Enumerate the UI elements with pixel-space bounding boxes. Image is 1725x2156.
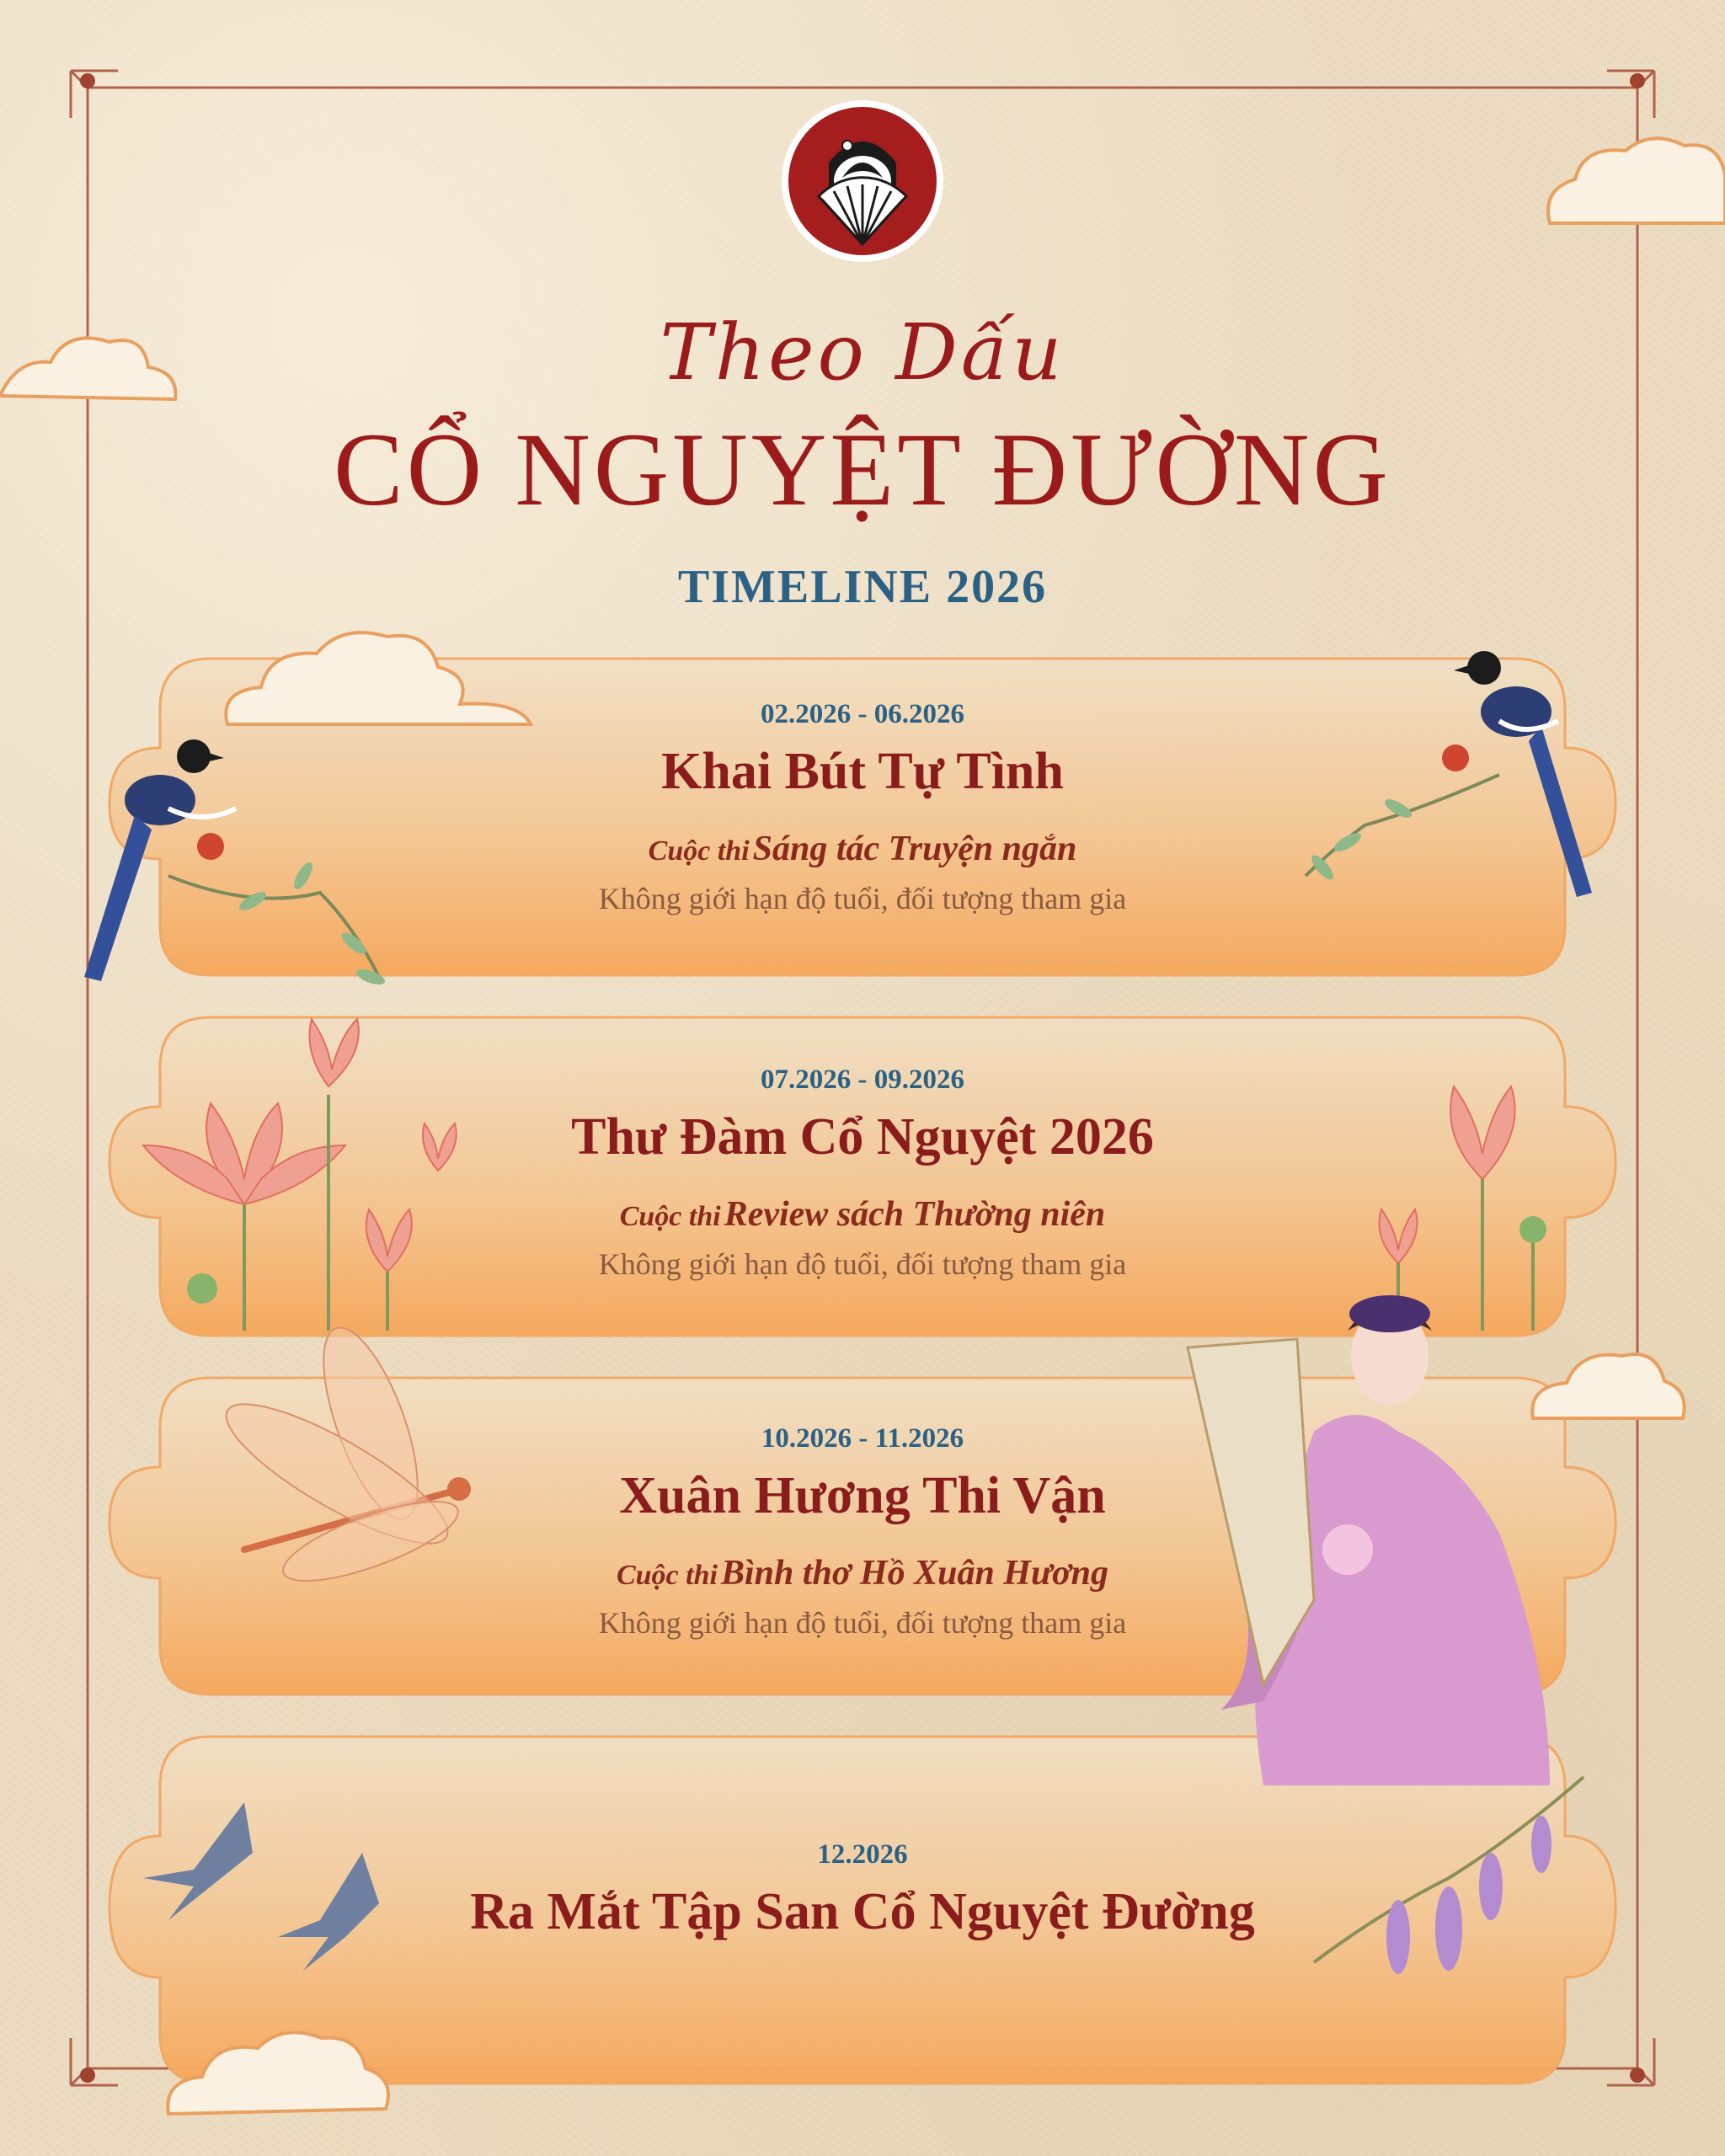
event-description: Không giới hạn độ tuổi, đối tượng tham gia: [598, 1247, 1127, 1281]
event-title: Thư Đàm Cổ Nguyệt 2026: [571, 1108, 1154, 1166]
event-contest: [168, 1551, 1557, 1603]
event-date: 07.2026 - 09.2026: [761, 1065, 964, 1095]
main-title: CỔ NGUYỆT ĐƯỜNG: [333, 412, 1392, 527]
event-date: 02.2026 - 06.2026: [761, 699, 964, 729]
event-description: Không giới hạn độ tuổi, đối tượng tham gia: [598, 882, 1127, 915]
event-date: 10.2026 - 11.2026: [761, 1423, 964, 1454]
script-title: Theo Dấu: [660, 307, 1065, 398]
contest-name: Bình thơ Hồ Xuân Hương: [720, 1554, 1109, 1593]
event-card-1: [168, 697, 1557, 919]
event-card-2: [168, 1063, 1557, 1284]
event-contest: [168, 1193, 1557, 1244]
event-title: Xuân Hương Thi Vận: [619, 1467, 1106, 1524]
contest-prefix: Cuộc thi: [616, 1560, 718, 1591]
event-title: Ra Mắt Tập San Cổ Nguyệt Đường: [470, 1883, 1255, 1940]
contest-name: Sáng tác Truyện ngắn: [752, 830, 1077, 868]
event-card-3: [168, 1422, 1557, 1643]
event-card-4: [168, 1838, 1557, 1945]
event-date: 12.2026: [817, 1839, 908, 1870]
contest-prefix: Cuộc thi: [619, 1201, 721, 1232]
event-description: Không giới hạn độ tuổi, đối tượng tham gia: [598, 1606, 1127, 1640]
contest-name: Review sách Thường niên: [724, 1195, 1106, 1234]
timeline-subtitle: TIMELINE 2026: [677, 561, 1048, 613]
event-contest: [168, 827, 1557, 878]
event-title: Khai Bút Tự Tình: [661, 743, 1064, 800]
contest-prefix: Cuộc thi: [648, 835, 750, 867]
